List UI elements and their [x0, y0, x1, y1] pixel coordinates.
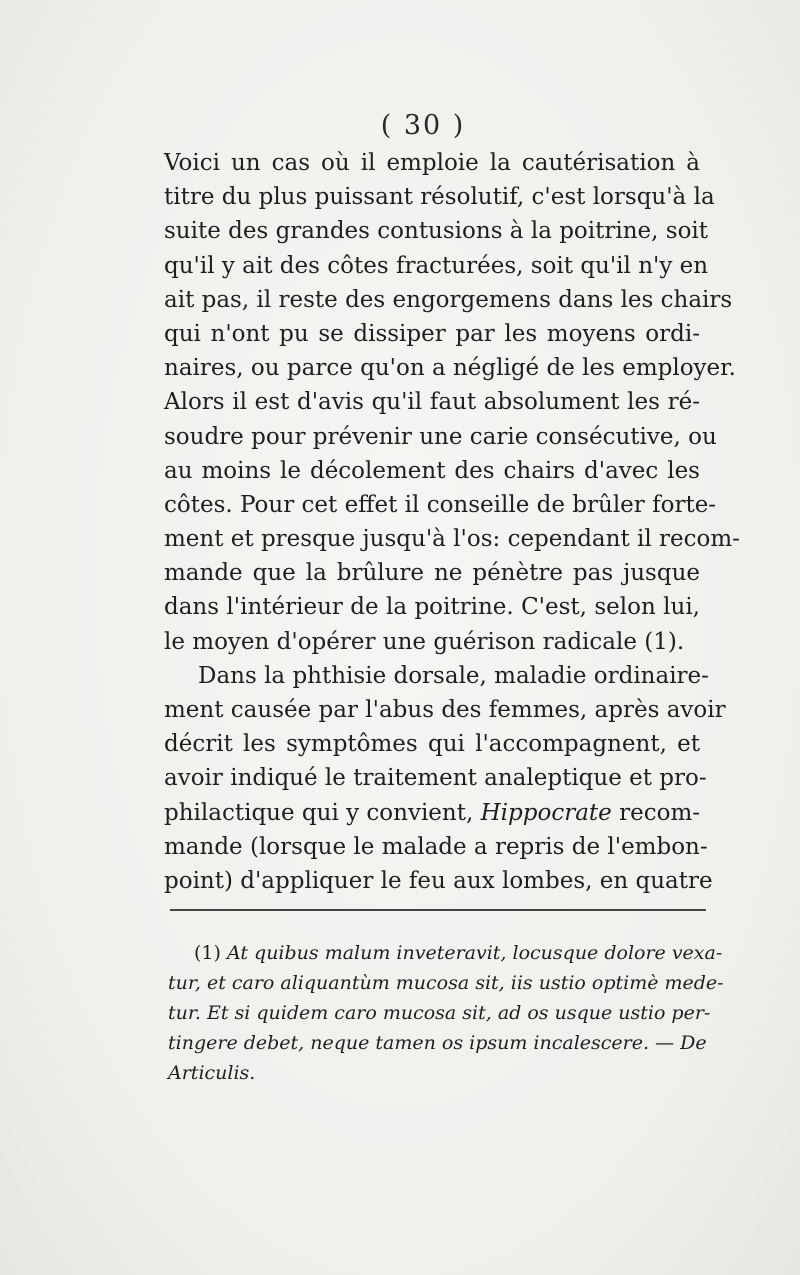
text-line: ait pas, il reste des engorgemens dans les chairs — [164, 286, 733, 313]
text-line: Voici un cas où il emploie la cautérisation à — [164, 150, 700, 176]
text-line: dans l'intérieur de la poitrine. C'est, selon lui, — [164, 594, 700, 621]
text-line: qu'il y ait des côtes fracturées, soit qu'il n'y en — [164, 252, 709, 279]
text-line: mande que la brûlure ne pénètre pas jusque — [164, 560, 700, 587]
footnote-divider — [170, 909, 706, 911]
footnote-line: Articulis. — [168, 1062, 256, 1084]
footnote-text: At quibus malum inveteravit, locusque dolore vexa- — [226, 942, 723, 964]
text-line: Alors il est d'avis qu'il faut absolument les ré- — [164, 389, 700, 416]
text-line — [164, 796, 700, 830]
text-line: avoir indiqué le traitement analeptique et pro- — [164, 765, 707, 792]
text-line: titre du plus puissant résolutif, c'est lorsqu'à la — [164, 184, 715, 211]
text-segment: philactique qui y convient, — [164, 799, 474, 826]
page-number: ( 30 ) — [380, 110, 466, 141]
text-line: naires, ou parce qu'on a négligé de les employer. — [164, 355, 736, 382]
footnote-line: tur, et caro aliquantùm mucosa sit, iis ustio optimè mede- — [168, 972, 724, 994]
footnote-line: tur. Et si quidem caro mucosa sit, ad os usque ustio per- — [168, 1002, 711, 1024]
text-line: au moins le décolement des chairs d'avec les — [164, 457, 700, 484]
text-line: Dans la phthisie dorsale, maladie ordinaire- — [198, 662, 709, 689]
text-line: ment et presque jusqu'à l'os: cependant il recom- — [164, 526, 740, 553]
author-name: Hippocrate — [480, 799, 612, 826]
footnote-mark: (1) — [194, 942, 221, 964]
text-line: le moyen d'opérer une guérison radicale (1). — [164, 628, 685, 655]
footnote-line: tingere debet, neque tamen os ipsum incalescere. — De — [168, 1032, 707, 1054]
text-line: décrit les symptômes qui l'accompagnent, et — [164, 731, 700, 758]
text-segment: recom- — [619, 799, 701, 826]
body-text — [164, 146, 740, 898]
text-line: qui n'ont pu se dissiper par les moyens ordi- — [164, 320, 700, 347]
footnote — [168, 938, 724, 1088]
text-line: soudre pour prévenir une carie consécutive, ou — [164, 423, 717, 450]
footnote-line — [168, 938, 723, 968]
text-line: mande (lorsque le malade a repris de l'embon- — [164, 833, 708, 860]
text-line: côtes. Pour cet effet il conseille de brûler forte- — [164, 491, 717, 518]
text-line: point) d'appliquer le feu aux lombes, en quatre — [164, 867, 713, 894]
text-line: ment causée par l'abus des femmes, après avoir — [164, 697, 726, 723]
text-line: suite des grandes contusions à la poitrine, soit — [164, 218, 709, 245]
